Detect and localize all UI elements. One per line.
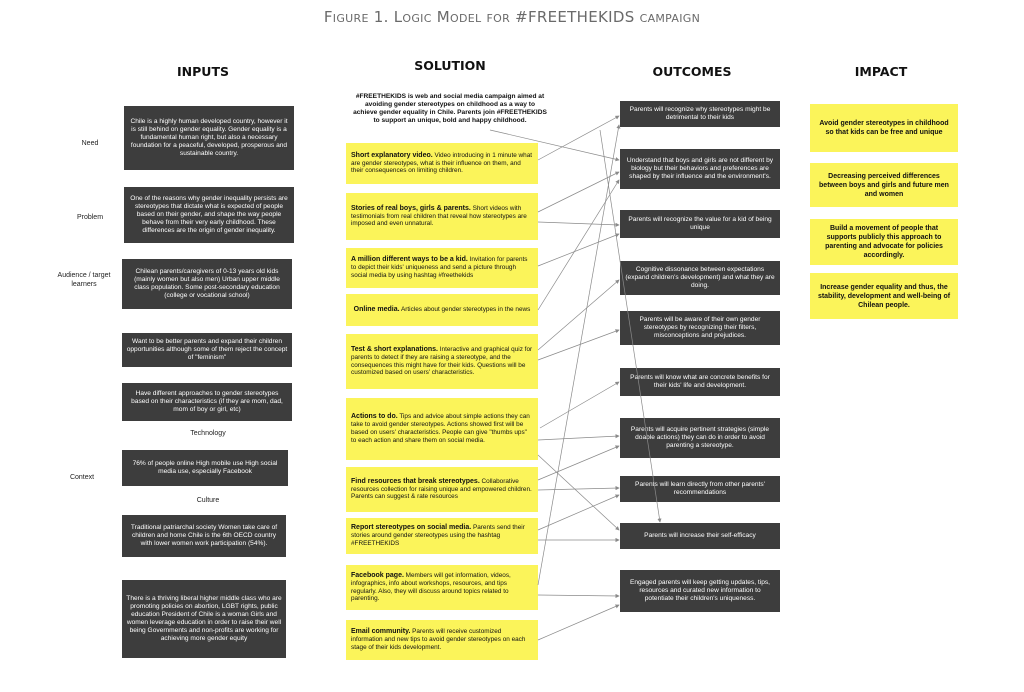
arrow-test-outcome5 (538, 330, 619, 360)
solution-header: SOLUTION (414, 58, 486, 73)
arrow-media-outcome2 (538, 180, 619, 310)
arrow-actions-outcome9 (538, 455, 619, 530)
inputs-header: INPUTS (177, 64, 229, 79)
outcomes-header: OUTCOMES (652, 64, 732, 79)
impact-box-3: Build a movement of people that supports publicly this approach to parenting and advocate for policies accordingly. (810, 219, 958, 265)
arrow-million-outcome3 (538, 234, 619, 266)
input-box-motivation: Want to be better parents and expand their children opportunities although some of them reject the concept of "feminism" (122, 333, 292, 367)
label-audience: Audience / target learners (57, 272, 111, 288)
outcome-box-2: Understand that boys and girls are not different by biology but their behaviors and preferences are shaped by their influence and the environment's. (620, 149, 780, 189)
solution-short-video: Short explanatory video. Video introducing in 1 minute what are gender stereotypes, what is their influence on them, and their consequences on limiting children. (346, 143, 538, 184)
input-box-problem: One of the reasons why gender inequality persists are stereotypes that dictate what is expected of people based on their gender, and shape the way people behave from their very early childhood. These differences are the origin of gender inequality. (124, 187, 294, 243)
input-box-context: There is a thriving liberal higher middle class who are promoting policies on abortion, LGBT rights, public education President of Chile is a woman Girls and women leverage education in order to raise their well being Governments and non-profits are working for achieving more gender equity (122, 580, 286, 658)
outcome-box-8: Parents will learn directly from other parents' recommendations (620, 476, 780, 502)
arrow-facebook-outcome1 (538, 125, 619, 585)
outcome-box-4: Cognitive dissonance between expectations (expand children's development) and what they are doing. (620, 261, 780, 295)
arrow-stories-outcome2 (538, 172, 619, 212)
label-technology: Technology (190, 430, 226, 437)
outcome-box-6: Parents will know what are concrete benefits for their kids' life and development. (620, 368, 780, 396)
solution-facebook-page: Facebook page. Members will get information, videos, infographics, info about workshops, resources, and tips regularly. Also, they will discuss around topics related to parenting. (346, 565, 538, 610)
label-context: Context (69, 474, 95, 481)
impact-box-4: Increase gender equality and thus, the stability, development and well-being of Chilean people. (810, 273, 958, 319)
input-box-need: Chile is a highly human developed country, however it is still behind on gender equality. Gender equality is a fundamental human right, but also a necessary foundation for a peaceful, developed, prosperous and sustainable country. (124, 106, 294, 170)
solution-report-stereotypes: Report stereotypes on social media. Parents send their stories around gender stereotypes using the hashtag #FREETHEKIDS (346, 518, 538, 554)
impact-box-2: Decreasing perceived differences between boys and girls and future men and women (810, 163, 958, 207)
arrow-resources-outcome7 (538, 446, 619, 480)
arrow-test-outcome4 (538, 280, 619, 350)
outcome-box-1: Parents will recognize why stereotypes might be detrimental to their kids (620, 101, 780, 127)
arrow-video-outcome1 (538, 116, 619, 160)
impact-header: IMPACT (854, 64, 908, 79)
solution-test: Test & short explanations. Interactive and graphical quiz for parents to detect if they are raising a stereotype, and the consequences this might have for their kids. Questions will be customized based on users' characteristics. (346, 334, 538, 389)
solution-online-media: Online media. Articles about gender stereotypes in the news (346, 294, 538, 326)
arrow-report-outcome8 (538, 495, 619, 530)
solution-email-community: Email community. Parents will receive customized information and new tips to avoid gender stereotypes on each stage of their kids development. (346, 620, 538, 660)
label-need: Need (81, 140, 99, 147)
arrow-email-outcome10 (538, 605, 619, 640)
outcome-box-10: Engaged parents will keep getting updates, tips, resources and curated new information to potentiate their children's uniqueness. (620, 570, 780, 612)
solution-million-ways: A million different ways to be a kid. Invitation for parents to depict their kids' uniqueness and send a picture through social media by using hashtag #freethekids (346, 248, 538, 288)
outcome-box-9: Parents will increase their self-efficacy (620, 523, 780, 549)
input-box-approaches: Have different approaches to gender stereotypes based on their characteristics (if they are mom, dad, mom of boy or girl, etc) (122, 383, 292, 421)
arrow-actions-outcome7 (538, 436, 619, 440)
impact-box-1: Avoid gender stereotypes in childhood so that kids can be free and unique (810, 104, 958, 152)
solution-find-resources: Find resources that break stereotypes. Collaborative resources collection for raising unique and empowered children. Parents can suggest & rate resources (346, 467, 538, 512)
input-box-culture: Traditional patriarchal society Women take care of children and home Chile is the 6th OECD country with lower women work participation (54%). (122, 515, 286, 557)
input-box-audience: Chilean parents/caregivers of 0-13 years old kids (mainly women but also men) Urban upper middle class population. Some post-secondary education (college or vocational school) (122, 259, 292, 309)
outcome-box-7: Parents will acquire pertinent strategies (simple doable actions) they can do in order to avoid parenting a stereotype. (620, 418, 780, 458)
solution-intro: #FREETHEKIDS is web and social media campaign aimed at avoiding gender stereotypes on childhood as a way to achieve gender equality in Chile. Parents join #FREETHEKIDS to support an unique, bold and happy childhood. (353, 93, 547, 124)
figure-title: Figure 1. Logic Model for #FREETHEKIDS campaign (323, 8, 701, 26)
label-problem: Problem (76, 214, 104, 221)
arrow-stories-outcome3 (538, 222, 619, 225)
solution-actions: Actions to do. Tips and advice about simple actions they can take to avoid gender stereotypes. Actions showed first will be based on users' characteristics. People can give "thumbs ups" to each action and share them on social media. (346, 398, 538, 460)
solution-real-stories: Stories of real boys, girls & parents. Short videos with testimonials from real children that reveal how stereotypes are imposed and even unnatural. (346, 193, 538, 240)
label-culture: Culture (196, 497, 220, 504)
input-box-technology: 76% of people online High mobile use High social media use, especially Facebook (122, 450, 288, 486)
arrow-resources-outcome8 (538, 488, 619, 490)
arrow-actions-outcome6 (540, 382, 619, 428)
outcome-box-5: Parents will be aware of their own gender stereotypes by recognizing their filters, misconceptions and prejudices. (620, 311, 780, 345)
arrow-facebook-outcome10 (538, 595, 619, 596)
outcome-box-3: Parents will recognize the value for a kid of being unique (620, 210, 780, 238)
